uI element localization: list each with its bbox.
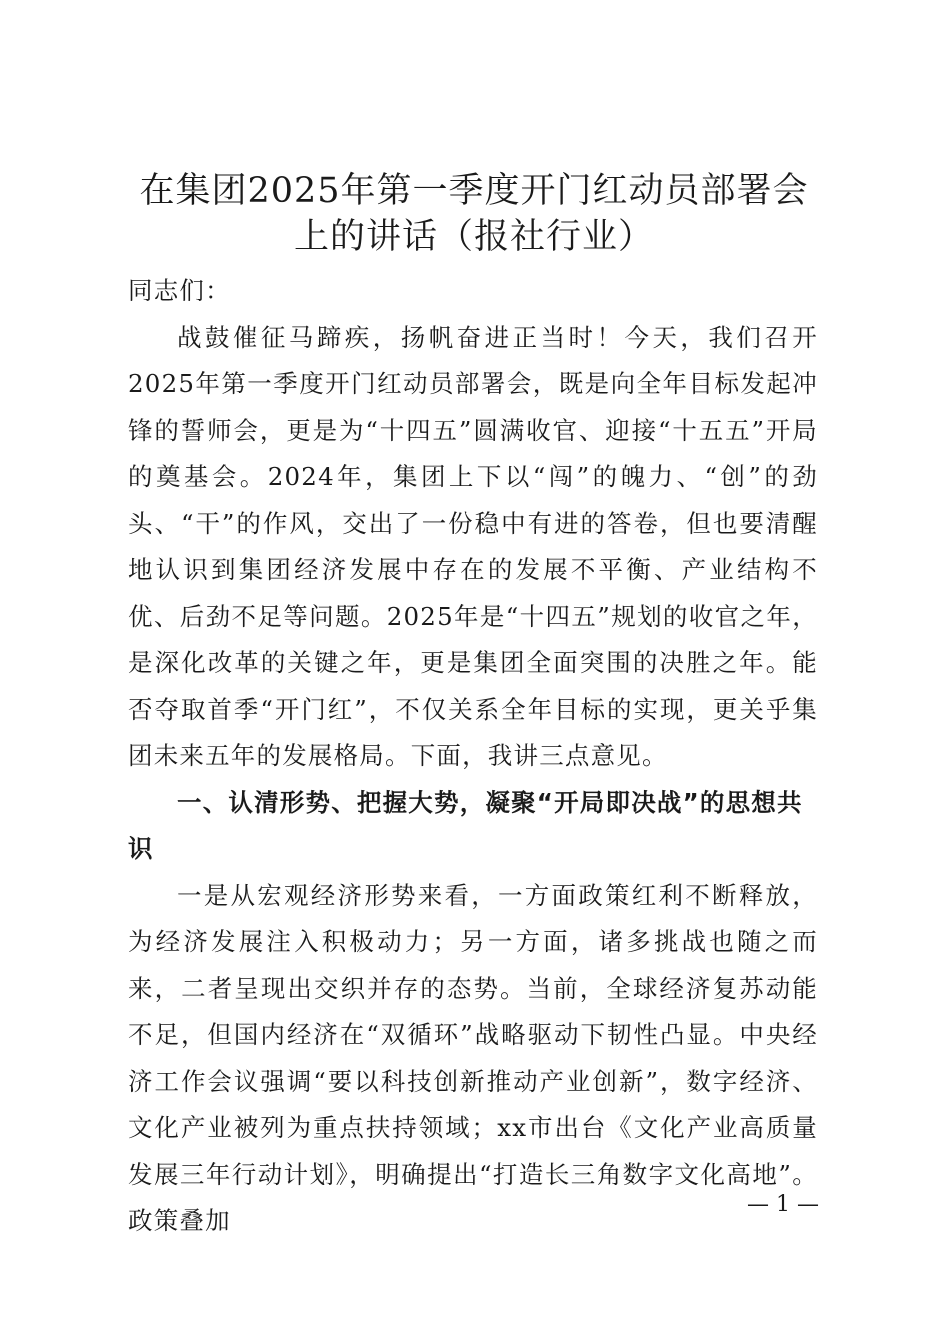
document-title: 在集团2025年第一季度开门红动员部署会上的讲话（报社行业） <box>139 171 809 257</box>
intro-paragraph: 战鼓催征马蹄疾，扬帆奋进正当时！今天，我们召开2025年第一季度开门红动员部署会，既是向全年目标发起冲锋的誓师会，更是为“十四五”圆满收官、迎接“十五五”开局的奠基会。2024年，集团上下以“闯”的魄力、“创”的劲头、“干”的作风，交出了一份稳中有进的答卷，但也要清醒地认识到集团经济发展中存在的发展不平衡、产业结构不优、后劲不足等问题。2025年是“十四五”规划的收官之年，是深化改革的关键之年，更是集团全面突围的决胜之年。能否夺取首季“开门红”，不仅关系全年目标的实现，更关乎集团未来五年的发展格局。下面，我讲三点意见。 <box>128 322 818 770</box>
section-paragraph: 一是从宏观经济形势来看，一方面政策红利不断释放，为经济发展注入积极动力；另一方面，诸多挑战也随之而来，二者呈现出交织并存的态势。当前，全球经济复苏动能不足，但国内经济在“双循环”战略驱动下韧性凸显。中央经济工作会议强调“要以科技创新推动产业创新”，数字经济、文化产业被列为重点扶持领域；xx市出台《文化产业高质量发展三年行动计划》，明确提出“打造长三角数字文化高地”。政策叠加 <box>128 880 818 1235</box>
salutation: 同志们： <box>128 276 231 305</box>
document-body <box>128 268 818 1245</box>
section-heading: 一、认清形势、把握大势，凝聚“开局即决战”的思想共识 <box>128 787 803 863</box>
page-number: — 1 — <box>747 1192 819 1217</box>
